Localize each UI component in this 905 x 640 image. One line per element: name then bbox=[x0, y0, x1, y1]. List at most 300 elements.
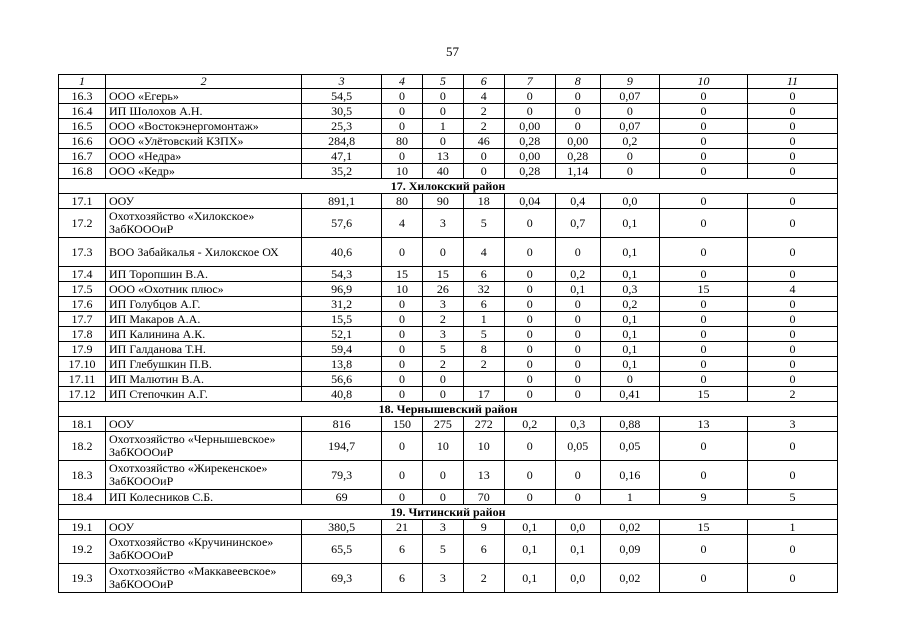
organization-name-cell: ООО «Егерь» bbox=[106, 89, 302, 104]
value-cell: 0 bbox=[504, 432, 555, 461]
value-cell: 57,6 bbox=[302, 209, 382, 238]
column-header: 3 bbox=[302, 75, 382, 89]
value-cell: 15 bbox=[660, 387, 748, 402]
row-number-cell: 16.6 bbox=[59, 134, 106, 149]
value-cell: 0 bbox=[600, 149, 659, 164]
value-cell: 0 bbox=[382, 89, 423, 104]
value-cell: 0 bbox=[382, 327, 423, 342]
value-cell: 0 bbox=[504, 327, 555, 342]
value-cell: 0 bbox=[555, 490, 600, 505]
value-cell: 56,6 bbox=[302, 372, 382, 387]
value-cell: 70 bbox=[463, 490, 504, 505]
value-cell: 0 bbox=[747, 564, 837, 593]
value-cell: 46 bbox=[463, 134, 504, 149]
value-cell: 0 bbox=[747, 432, 837, 461]
value-cell: 0 bbox=[504, 357, 555, 372]
value-cell: 0 bbox=[660, 267, 748, 282]
organization-name-cell: ИП Торопшин В.А. bbox=[106, 267, 302, 282]
table-row bbox=[59, 312, 838, 327]
value-cell: 0 bbox=[660, 149, 748, 164]
organization-name-cell: ООО «Востокэнергомонтаж» bbox=[106, 119, 302, 134]
value-cell: 0 bbox=[747, 312, 837, 327]
value-cell: 0 bbox=[555, 119, 600, 134]
organization-name-cell: ООУ bbox=[106, 417, 302, 432]
value-cell: 1,14 bbox=[555, 164, 600, 179]
value-cell: 6 bbox=[463, 535, 504, 564]
value-cell: 0 bbox=[660, 432, 748, 461]
value-cell: 0 bbox=[463, 164, 504, 179]
value-cell: 52,1 bbox=[302, 327, 382, 342]
value-cell: 0 bbox=[422, 89, 463, 104]
value-cell: 0 bbox=[382, 149, 423, 164]
value-cell: 18 bbox=[463, 194, 504, 209]
value-cell: 0,28 bbox=[504, 164, 555, 179]
value-cell: 0 bbox=[504, 342, 555, 357]
value-cell: 2 bbox=[422, 312, 463, 327]
value-cell: 0,0 bbox=[555, 520, 600, 535]
value-cell: 0 bbox=[504, 282, 555, 297]
value-cell: 0 bbox=[504, 104, 555, 119]
value-cell: 0 bbox=[504, 297, 555, 312]
column-header: 6 bbox=[463, 75, 504, 89]
value-cell: 2 bbox=[463, 104, 504, 119]
value-cell: 3 bbox=[422, 564, 463, 593]
value-cell: 0 bbox=[504, 312, 555, 327]
value-cell: 0 bbox=[382, 119, 423, 134]
value-cell: 0 bbox=[660, 372, 748, 387]
table-row bbox=[59, 387, 838, 402]
value-cell: 0,02 bbox=[600, 520, 659, 535]
value-cell: 0 bbox=[660, 134, 748, 149]
value-cell: 96,9 bbox=[302, 282, 382, 297]
value-cell: 0,1 bbox=[555, 535, 600, 564]
value-cell: 0,0 bbox=[555, 564, 600, 593]
value-cell: 0 bbox=[747, 89, 837, 104]
row-number-cell: 19.3 bbox=[59, 564, 106, 593]
value-cell: 69 bbox=[302, 490, 382, 505]
row-number-cell: 17.10 bbox=[59, 357, 106, 372]
value-cell: 0 bbox=[555, 297, 600, 312]
value-cell: 3 bbox=[422, 520, 463, 535]
value-cell: 0 bbox=[555, 312, 600, 327]
value-cell: 0 bbox=[600, 372, 659, 387]
table-body bbox=[59, 89, 838, 593]
value-cell: 0 bbox=[600, 104, 659, 119]
value-cell: 0 bbox=[382, 238, 423, 267]
value-cell: 54,5 bbox=[302, 89, 382, 104]
row-number-cell: 17.12 bbox=[59, 387, 106, 402]
value-cell: 15 bbox=[382, 267, 423, 282]
value-cell: 0,28 bbox=[555, 149, 600, 164]
value-cell: 2 bbox=[463, 119, 504, 134]
page-number: 57 bbox=[446, 44, 459, 59]
value-cell: 816 bbox=[302, 417, 382, 432]
table-row bbox=[59, 372, 838, 387]
organization-name-cell: ИП Шолохов А.Н. bbox=[106, 104, 302, 119]
value-cell: 4 bbox=[463, 238, 504, 267]
value-cell: 0 bbox=[747, 134, 837, 149]
value-cell: 3 bbox=[747, 417, 837, 432]
value-cell: 4 bbox=[747, 282, 837, 297]
value-cell: 0 bbox=[747, 535, 837, 564]
value-cell: 0 bbox=[747, 327, 837, 342]
section-row bbox=[59, 179, 838, 194]
table-row bbox=[59, 564, 838, 593]
organization-name-cell: ИП Калинина А.К. bbox=[106, 327, 302, 342]
value-cell bbox=[463, 372, 504, 387]
value-cell: 30,5 bbox=[302, 104, 382, 119]
value-cell: 0 bbox=[555, 89, 600, 104]
table-row bbox=[59, 209, 838, 238]
value-cell: 69,3 bbox=[302, 564, 382, 593]
value-cell: 0,00 bbox=[555, 134, 600, 149]
table-row bbox=[59, 238, 838, 267]
section-row bbox=[59, 402, 838, 417]
value-cell: 90 bbox=[422, 194, 463, 209]
value-cell: 0 bbox=[660, 209, 748, 238]
table-row bbox=[59, 104, 838, 119]
table-row bbox=[59, 119, 838, 134]
value-cell: 0 bbox=[382, 312, 423, 327]
row-number-cell: 17.1 bbox=[59, 194, 106, 209]
value-cell: 0,88 bbox=[600, 417, 659, 432]
value-cell: 0 bbox=[382, 357, 423, 372]
column-header: 1 bbox=[59, 75, 106, 89]
row-number-cell: 17.8 bbox=[59, 327, 106, 342]
value-cell: 0 bbox=[660, 89, 748, 104]
value-cell: 9 bbox=[463, 520, 504, 535]
value-cell: 0,2 bbox=[600, 134, 659, 149]
value-cell: 1 bbox=[600, 490, 659, 505]
table-row bbox=[59, 297, 838, 312]
table-row bbox=[59, 89, 838, 104]
value-cell: 0 bbox=[660, 104, 748, 119]
organization-name-cell: Охотхозяйство «Хилокское» ЗабКОООиР bbox=[106, 209, 302, 238]
value-cell: 0 bbox=[422, 387, 463, 402]
value-cell: 0,1 bbox=[600, 312, 659, 327]
value-cell: 2 bbox=[463, 564, 504, 593]
value-cell: 0 bbox=[555, 461, 600, 490]
value-cell: 26 bbox=[422, 282, 463, 297]
value-cell: 17 bbox=[463, 387, 504, 402]
value-cell: 1 bbox=[463, 312, 504, 327]
value-cell: 0 bbox=[504, 387, 555, 402]
value-cell: 0 bbox=[747, 149, 837, 164]
value-cell: 79,3 bbox=[302, 461, 382, 490]
row-number-cell: 17.11 bbox=[59, 372, 106, 387]
value-cell: 10 bbox=[382, 282, 423, 297]
value-cell: 0,2 bbox=[600, 297, 659, 312]
value-cell: 5 bbox=[422, 342, 463, 357]
organization-name-cell: ИП Колесников С.Б. bbox=[106, 490, 302, 505]
value-cell: 272 bbox=[463, 417, 504, 432]
row-number-cell: 16.4 bbox=[59, 104, 106, 119]
value-cell: 0,28 bbox=[504, 134, 555, 149]
value-cell: 0,09 bbox=[600, 535, 659, 564]
value-cell: 0 bbox=[504, 372, 555, 387]
organization-name-cell: ИП Голубцов А.Г. bbox=[106, 297, 302, 312]
organization-name-cell: ИП Глебушкин П.В. bbox=[106, 357, 302, 372]
value-cell: 8 bbox=[463, 342, 504, 357]
value-cell: 0 bbox=[422, 238, 463, 267]
value-cell: 6 bbox=[382, 535, 423, 564]
value-cell: 0 bbox=[660, 564, 748, 593]
header-row bbox=[59, 75, 838, 89]
value-cell: 6 bbox=[463, 267, 504, 282]
value-cell: 13 bbox=[660, 417, 748, 432]
value-cell: 54,3 bbox=[302, 267, 382, 282]
value-cell: 10 bbox=[422, 432, 463, 461]
value-cell: 0,1 bbox=[504, 520, 555, 535]
column-header: 8 bbox=[555, 75, 600, 89]
organization-name-cell: Охотхозяйство «Кручининское» ЗабКОООиР bbox=[106, 535, 302, 564]
value-cell: 2 bbox=[747, 387, 837, 402]
value-cell: 0,41 bbox=[600, 387, 659, 402]
row-number-cell: 18.3 bbox=[59, 461, 106, 490]
row-number-cell: 19.2 bbox=[59, 535, 106, 564]
value-cell: 15 bbox=[660, 520, 748, 535]
value-cell: 0 bbox=[382, 387, 423, 402]
value-cell: 0,1 bbox=[555, 282, 600, 297]
value-cell: 0 bbox=[747, 238, 837, 267]
section-title: 19. Читинский район bbox=[59, 505, 838, 520]
value-cell: 0 bbox=[504, 267, 555, 282]
value-cell: 0 bbox=[504, 209, 555, 238]
column-header: 11 bbox=[747, 75, 837, 89]
value-cell: 0 bbox=[660, 297, 748, 312]
value-cell: 0 bbox=[555, 238, 600, 267]
value-cell: 0 bbox=[382, 432, 423, 461]
value-cell: 2 bbox=[463, 357, 504, 372]
value-cell: 0,00 bbox=[504, 149, 555, 164]
value-cell: 31,2 bbox=[302, 297, 382, 312]
value-cell: 0 bbox=[422, 461, 463, 490]
value-cell: 0 bbox=[382, 104, 423, 119]
column-header: 9 bbox=[600, 75, 659, 89]
value-cell: 0 bbox=[747, 209, 837, 238]
value-cell: 0 bbox=[555, 357, 600, 372]
value-cell: 25,3 bbox=[302, 119, 382, 134]
value-cell: 15 bbox=[422, 267, 463, 282]
organization-name-cell: ООО «Недра» bbox=[106, 149, 302, 164]
value-cell: 891,1 bbox=[302, 194, 382, 209]
row-number-cell: 17.3 bbox=[59, 238, 106, 267]
value-cell: 0 bbox=[422, 490, 463, 505]
column-header: 5 bbox=[422, 75, 463, 89]
value-cell: 32 bbox=[463, 282, 504, 297]
row-number-cell: 16.7 bbox=[59, 149, 106, 164]
table-row bbox=[59, 490, 838, 505]
value-cell: 0,1 bbox=[600, 238, 659, 267]
value-cell: 0,00 bbox=[504, 119, 555, 134]
table-row bbox=[59, 149, 838, 164]
value-cell: 80 bbox=[382, 134, 423, 149]
value-cell: 0 bbox=[504, 238, 555, 267]
value-cell: 0,02 bbox=[600, 564, 659, 593]
row-number-cell: 16.3 bbox=[59, 89, 106, 104]
value-cell: 59,4 bbox=[302, 342, 382, 357]
value-cell: 0 bbox=[555, 387, 600, 402]
value-cell: 0,7 bbox=[555, 209, 600, 238]
value-cell: 0,2 bbox=[504, 417, 555, 432]
value-cell: 0 bbox=[747, 164, 837, 179]
value-cell: 3 bbox=[422, 209, 463, 238]
data-table bbox=[58, 74, 838, 593]
organization-name-cell: ООУ bbox=[106, 194, 302, 209]
value-cell: 65,5 bbox=[302, 535, 382, 564]
value-cell: 0,05 bbox=[600, 432, 659, 461]
value-cell: 0 bbox=[382, 372, 423, 387]
table-row bbox=[59, 327, 838, 342]
table-row bbox=[59, 535, 838, 564]
value-cell: 194,7 bbox=[302, 432, 382, 461]
value-cell: 0 bbox=[747, 104, 837, 119]
table-row bbox=[59, 432, 838, 461]
value-cell: 0 bbox=[555, 327, 600, 342]
row-number-cell: 17.9 bbox=[59, 342, 106, 357]
value-cell: 0 bbox=[660, 342, 748, 357]
value-cell: 0 bbox=[660, 461, 748, 490]
value-cell: 5 bbox=[747, 490, 837, 505]
organization-name-cell: Охотхозяйство «Чернышевское» ЗабКОООиР bbox=[106, 432, 302, 461]
value-cell: 0 bbox=[660, 119, 748, 134]
value-cell: 0 bbox=[660, 164, 748, 179]
value-cell: 10 bbox=[382, 164, 423, 179]
value-cell: 0 bbox=[660, 312, 748, 327]
table-row bbox=[59, 417, 838, 432]
value-cell: 0 bbox=[747, 267, 837, 282]
value-cell: 3 bbox=[422, 327, 463, 342]
value-cell: 0,05 bbox=[555, 432, 600, 461]
value-cell: 40 bbox=[422, 164, 463, 179]
value-cell: 5 bbox=[422, 535, 463, 564]
row-number-cell: 18.1 bbox=[59, 417, 106, 432]
column-header: 2 bbox=[106, 75, 302, 89]
value-cell: 9 bbox=[660, 490, 748, 505]
organization-name-cell: ИП Степочкин А.Г. bbox=[106, 387, 302, 402]
value-cell: 0,1 bbox=[504, 564, 555, 593]
table-row bbox=[59, 164, 838, 179]
column-header: 7 bbox=[504, 75, 555, 89]
value-cell: 6 bbox=[382, 564, 423, 593]
value-cell: 0 bbox=[660, 535, 748, 564]
section-title: 17. Хилокский район bbox=[59, 179, 838, 194]
column-header: 10 bbox=[660, 75, 748, 89]
value-cell: 5 bbox=[463, 327, 504, 342]
value-cell: 1 bbox=[422, 119, 463, 134]
value-cell: 47,1 bbox=[302, 149, 382, 164]
value-cell: 0,07 bbox=[600, 119, 659, 134]
value-cell: 0 bbox=[382, 461, 423, 490]
table-row bbox=[59, 520, 838, 535]
value-cell: 0 bbox=[600, 164, 659, 179]
value-cell: 2 bbox=[422, 357, 463, 372]
value-cell: 275 bbox=[422, 417, 463, 432]
value-cell: 0,1 bbox=[600, 327, 659, 342]
organization-name-cell: ИП Малютин В.А. bbox=[106, 372, 302, 387]
section-row bbox=[59, 505, 838, 520]
value-cell: 380,5 bbox=[302, 520, 382, 535]
value-cell: 0 bbox=[555, 104, 600, 119]
value-cell: 284,8 bbox=[302, 134, 382, 149]
row-number-cell: 17.5 bbox=[59, 282, 106, 297]
value-cell: 0 bbox=[504, 461, 555, 490]
value-cell: 0 bbox=[382, 342, 423, 357]
organization-name-cell: Охотхозяйство «Жирекенское» ЗабКОООиР bbox=[106, 461, 302, 490]
value-cell: 150 bbox=[382, 417, 423, 432]
value-cell: 35,2 bbox=[302, 164, 382, 179]
column-header: 4 bbox=[382, 75, 423, 89]
value-cell: 0 bbox=[504, 490, 555, 505]
value-cell: 0 bbox=[747, 342, 837, 357]
value-cell: 0 bbox=[422, 104, 463, 119]
organization-name-cell: ВОО Забайкалья - Хилокское ОХ bbox=[106, 238, 302, 267]
value-cell: 0 bbox=[660, 194, 748, 209]
table-row bbox=[59, 267, 838, 282]
table-row bbox=[59, 134, 838, 149]
value-cell: 21 bbox=[382, 520, 423, 535]
row-number-cell: 17.2 bbox=[59, 209, 106, 238]
value-cell: 5 bbox=[463, 209, 504, 238]
value-cell: 0 bbox=[660, 238, 748, 267]
value-cell: 0 bbox=[747, 194, 837, 209]
value-cell: 0,16 bbox=[600, 461, 659, 490]
value-cell: 0,04 bbox=[504, 194, 555, 209]
table-row bbox=[59, 461, 838, 490]
value-cell: 0 bbox=[747, 357, 837, 372]
value-cell: 0 bbox=[382, 490, 423, 505]
organization-name-cell: ООО «Улётовский КЗПХ» bbox=[106, 134, 302, 149]
value-cell: 0,1 bbox=[600, 357, 659, 372]
value-cell: 0,1 bbox=[600, 342, 659, 357]
value-cell: 0 bbox=[747, 461, 837, 490]
value-cell: 0 bbox=[660, 327, 748, 342]
table-row bbox=[59, 194, 838, 209]
value-cell: 40,6 bbox=[302, 238, 382, 267]
value-cell: 13,8 bbox=[302, 357, 382, 372]
row-number-cell: 17.4 bbox=[59, 267, 106, 282]
value-cell: 0,1 bbox=[600, 267, 659, 282]
value-cell: 0,1 bbox=[504, 535, 555, 564]
row-number-cell: 17.6 bbox=[59, 297, 106, 312]
value-cell: 4 bbox=[463, 89, 504, 104]
table-row bbox=[59, 357, 838, 372]
row-number-cell: 17.7 bbox=[59, 312, 106, 327]
value-cell: 0,2 bbox=[555, 267, 600, 282]
value-cell: 0,4 bbox=[555, 194, 600, 209]
organization-name-cell: Охотхозяйство «Маккавеевское» ЗабКОООиР bbox=[106, 564, 302, 593]
value-cell: 10 bbox=[463, 432, 504, 461]
value-cell: 0,3 bbox=[600, 282, 659, 297]
value-cell: 0 bbox=[747, 372, 837, 387]
organization-name-cell: ООУ bbox=[106, 520, 302, 535]
value-cell: 0,3 bbox=[555, 417, 600, 432]
row-number-cell: 18.4 bbox=[59, 490, 106, 505]
value-cell: 0 bbox=[422, 134, 463, 149]
value-cell: 6 bbox=[463, 297, 504, 312]
table-row bbox=[59, 342, 838, 357]
organization-name-cell: ООО «Кедр» bbox=[106, 164, 302, 179]
row-number-cell: 16.5 bbox=[59, 119, 106, 134]
value-cell: 0 bbox=[747, 297, 837, 312]
value-cell: 0 bbox=[463, 149, 504, 164]
value-cell: 40,8 bbox=[302, 387, 382, 402]
value-cell: 0 bbox=[660, 357, 748, 372]
value-cell: 15 bbox=[660, 282, 748, 297]
organization-name-cell: ИП Галданова Т.Н. bbox=[106, 342, 302, 357]
organization-name-cell: ИП Макаров А.А. bbox=[106, 312, 302, 327]
value-cell: 0,07 bbox=[600, 89, 659, 104]
